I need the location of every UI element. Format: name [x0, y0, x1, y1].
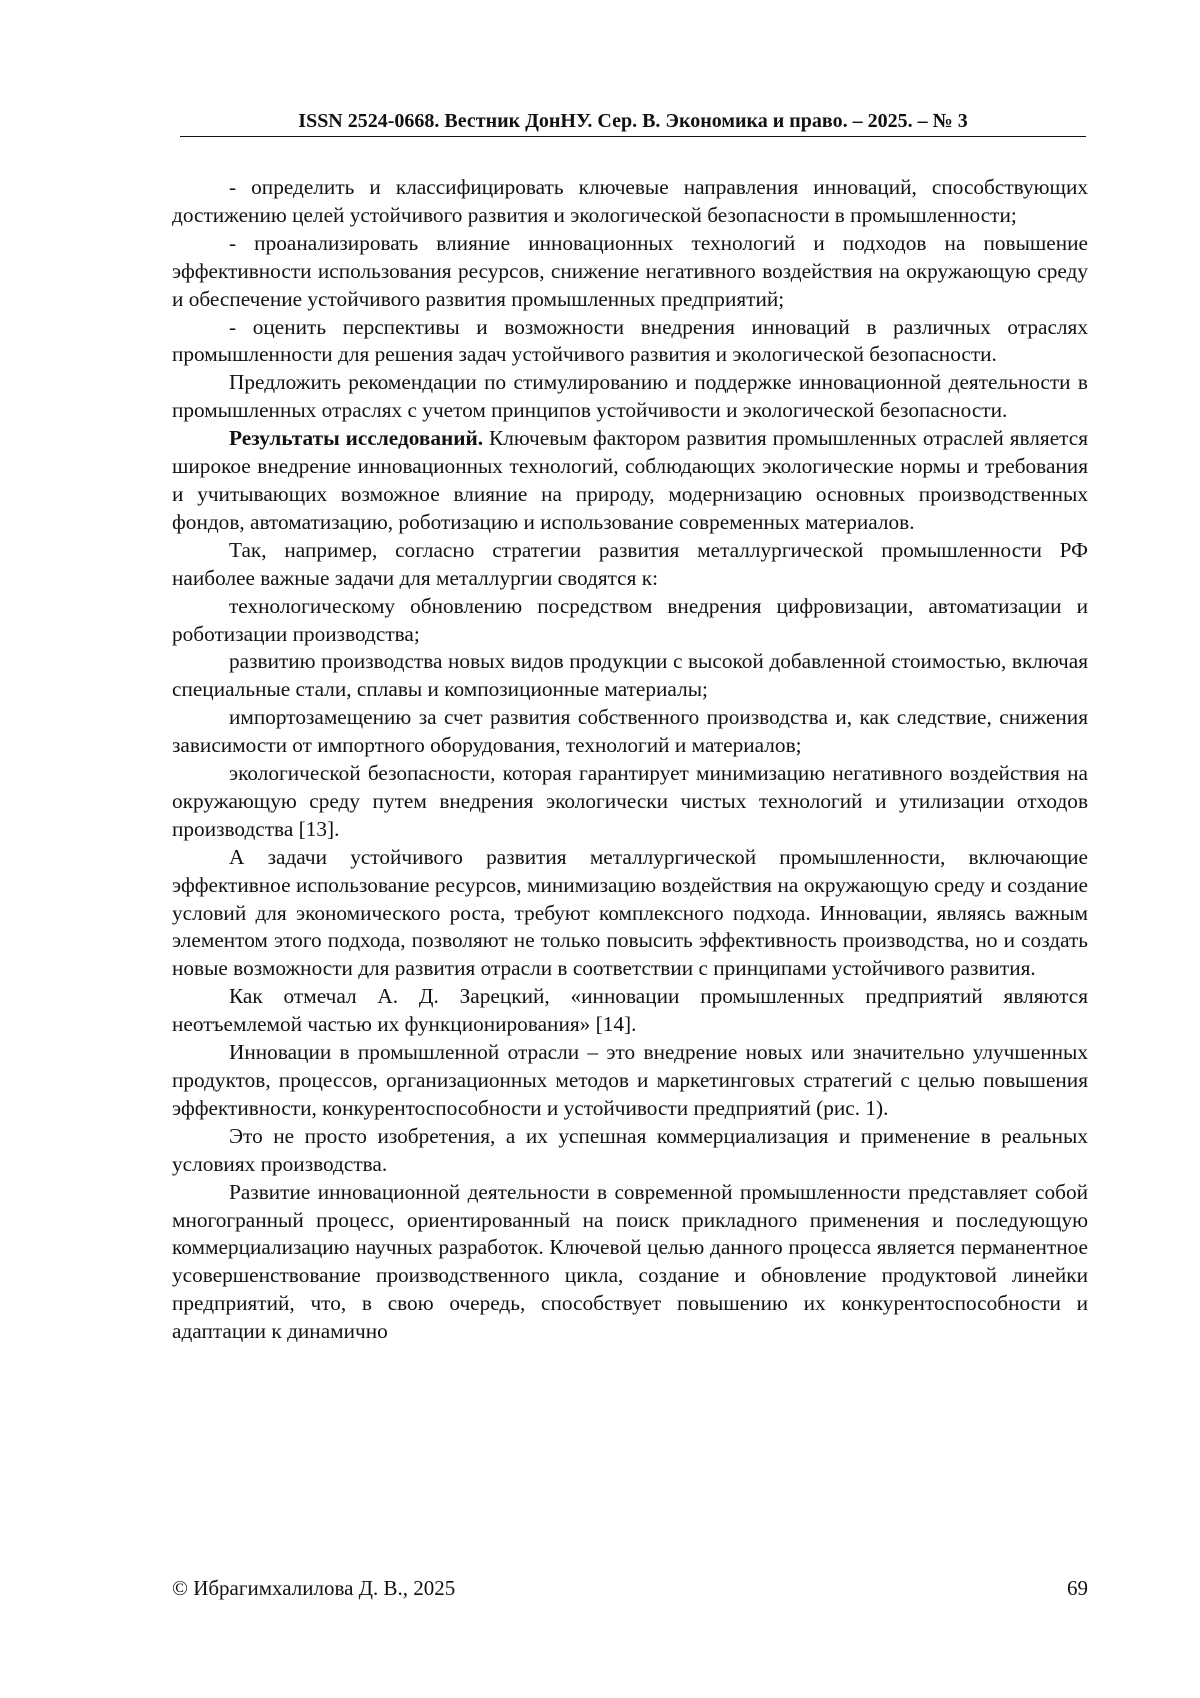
paragraph-quote: Как отмечал А. Д. Зарецкий, «инновации промышленных предприятий являются неотъемлемой частью их функционирования» [14].: [172, 984, 1088, 1037]
goal-item-2: - проанализировать влияние инновационных технологий и подходов на повышение эффективности использования ресурсов, снижение негативного воздействия на окружающую среду и обеспечение устойчивого развития промышленных предприятий;: [172, 230, 1088, 311]
paragraph-sustainability: А задачи устойчивого развития металлургической промышленности, включающие эффективное использование ресурсов, минимизацию воздействия на окружающую среду и создание условий для экономического роста, требуют комплексного подхода. Инновации, являясь важным элементом этого подхода, позволяют не только повысить эффективность производства, но и создать новые возможности для развития отрасли в соответствии с принципами устойчивого развития.: [172, 844, 1088, 981]
paragraph-recommendations: Предложить рекомендации по стимулированию и поддержке инновационной деятельности в промышленных отраслях с учетом принципов устойчивости и экологической безопасности.: [172, 370, 1088, 423]
paragraph-strategy: Так, например, согласно стратегии развития металлургической промышленности РФ наиболее важные задачи для металлургии сводятся к:: [172, 537, 1088, 590]
header-divider: [180, 136, 1086, 137]
strategy-item-1: технологическому обновлению посредством внедрения цифровизации, автоматизации и роботизации производства;: [172, 593, 1088, 646]
paragraph-commercialization: Это не просто изобретения, а их успешная коммерциализация и применение в реальных условиях производства.: [172, 1123, 1088, 1176]
article-body: [172, 174, 1088, 1346]
paragraph-definition: Инновации в промышленной отрасли – это внедрение новых или значительно улучшенных продуктов, процессов, организационных методов и маркетинговых стратегий с целью повышения эффективности, конкурентоспособности и устойчивости предприятий (рис. 1).: [172, 1040, 1088, 1120]
strategy-item-2: развитию производства новых видов продукции с высокой добавленной стоимостью, включая специальные стали, сплавы и композиционные материалы;: [172, 649, 1088, 702]
paragraph-development: Развитие инновационной деятельности в современной промышленности представляет собой многогранный процесс, ориентированный на поиск прикладного применения и последующую коммерциализацию научных разработок. Ключевой целью данного процесса является перманентное усовершенствование производственного цикла, создание и обновление продуктовой линейки предприятий, что, в свою очередь, способствует повышению их конкурентоспособности и адаптации к динамично: [172, 1179, 1088, 1344]
goal-item-1: - определить и классифицировать ключевые направления инноваций, способствующих достижению целей устойчивого развития и экологической безопасности в промышленности;: [172, 175, 1088, 227]
results-heading: Результаты исследований.: [229, 426, 484, 451]
copyright-footer: © Ибрагимхалилова Д. В., 2025: [172, 1576, 456, 1600]
journal-header: ISSN 2524-0668. Вестник ДонНУ. Сер. В. Экономика и право. – 2025. – № 3: [298, 110, 968, 132]
page-number: 69: [1067, 1576, 1088, 1600]
results-text: Ключевым фактором развития промышленных отраслей является широкое внедрение инновационных технологий, соблюдающих экологические нормы и требования и учитывающих возможное влияние на природу, модернизацию основных производственных фондов, автоматизацию, роботизацию и использование современных материалов.: [172, 426, 1088, 534]
goal-item-3: - оценить перспективы и возможности внедрения инноваций в различных отраслях промышленности для решения задач устойчивого развития и экологической безопасности.: [172, 314, 1088, 367]
strategy-item-4: экологической безопасности, которая гарантирует минимизацию негативного воздействия на окружающую среду путем внедрения экологически чистых технологий и утилизации отходов производства [13].: [172, 761, 1088, 841]
paragraph-results: [172, 425, 1088, 537]
strategy-item-3: импортозамещению за счет развития собственного производства и, как следствие, снижения зависимости от импортного оборудования, технологий и материалов;: [172, 705, 1088, 758]
